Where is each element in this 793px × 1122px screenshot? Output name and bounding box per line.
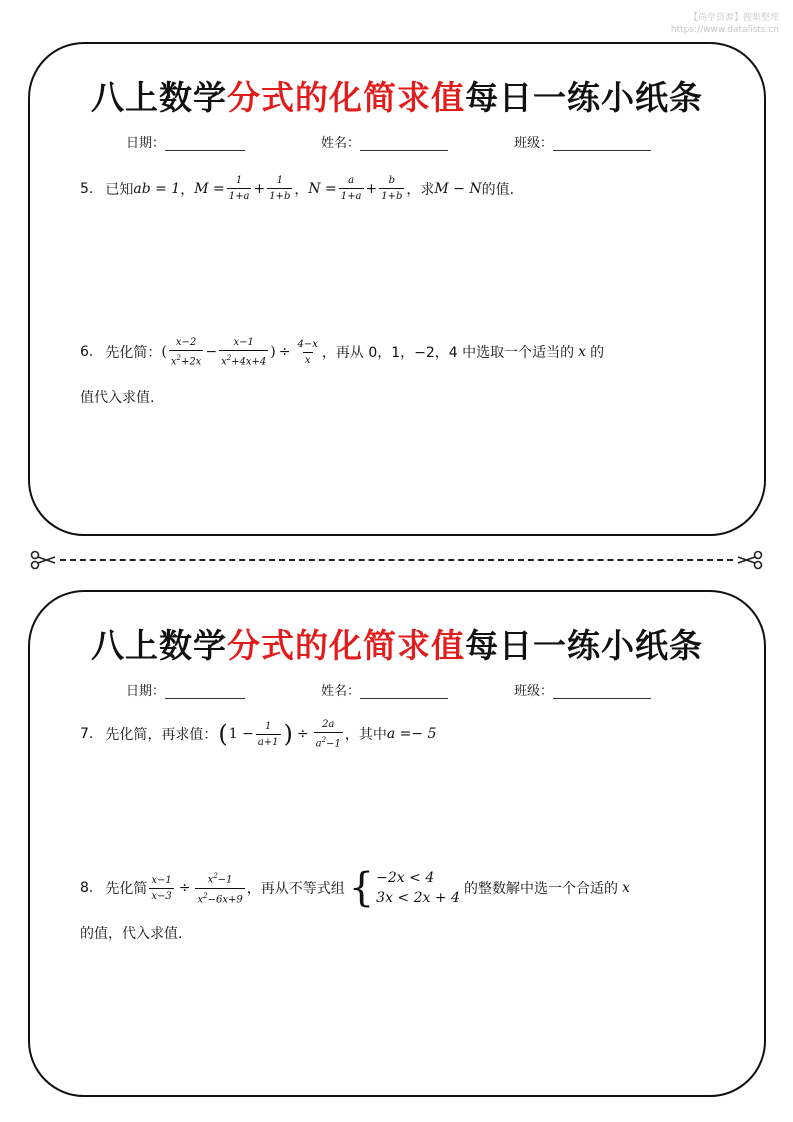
dashed-line — [60, 559, 733, 561]
watermark — [609, 12, 779, 36]
date-field: 日期： — [126, 680, 245, 699]
date-field: 日期： — [126, 132, 245, 151]
scissors-icon — [30, 550, 56, 570]
question-5: 5. 已知 ab = 1 ， M = $\frac{1}{1+a}$ + $\frac{1}{1+b}$ ， N = $\frac{a}{1+a}$ + $\frac{b}{1+b}$ ，求 M − N 的值. — [80, 175, 515, 202]
scissors-icon — [737, 550, 763, 570]
worksheet-card-1 — [28, 42, 766, 536]
question-8: 8. 先化简 $\frac{x-1}{x-3}$ ÷ $\frac{x^2-1}{x^2-6x+9}$ ，再从不等式组 { −2x < 4 3x < 2x + 4 的整数解中选一个合适的 x — [80, 865, 630, 911]
watermark-line-2: https://www.datalists.cn — [670, 25, 779, 35]
card-title: 八上数学分式的化简求值每日一练小纸条 — [91, 78, 703, 117]
question-8-line-2: 的值，代入求值. — [80, 926, 183, 942]
watermark-line-1: 【尚学资源】搜集整理 — [688, 13, 779, 23]
inequality-system: { −2x < 4 3x < 2x + 4 — [348, 865, 460, 911]
question-6: 6. 先化简： ( $\frac{x-2}{x^2+2x}$ − $\frac{x-1}{x^2+4x+4}$ ) ÷ $\frac{4-x}{x}$ ，再从 0，1，−2，4 中选取一个适当的 x 的 — [80, 337, 605, 368]
class-field: 班级： — [514, 680, 651, 699]
question-7: 7. 先化简，再求值： ( 1 − $\frac{1}{a+1}$ ) ÷ $\frac{2a}{a^2-1}$ ，其中 a =− 5 — [80, 719, 437, 750]
info-row — [30, 680, 764, 700]
name-field: 姓名： — [321, 132, 448, 151]
worksheet-card-2 — [28, 590, 766, 1097]
info-row — [30, 132, 764, 152]
card-title: 八上数学分式的化简求值每日一练小纸条 — [91, 626, 703, 665]
cut-line — [30, 550, 763, 570]
class-field: 班级： — [514, 132, 651, 151]
name-field: 姓名： — [321, 680, 448, 699]
question-6-line-2: 值代入求值. — [80, 390, 155, 406]
